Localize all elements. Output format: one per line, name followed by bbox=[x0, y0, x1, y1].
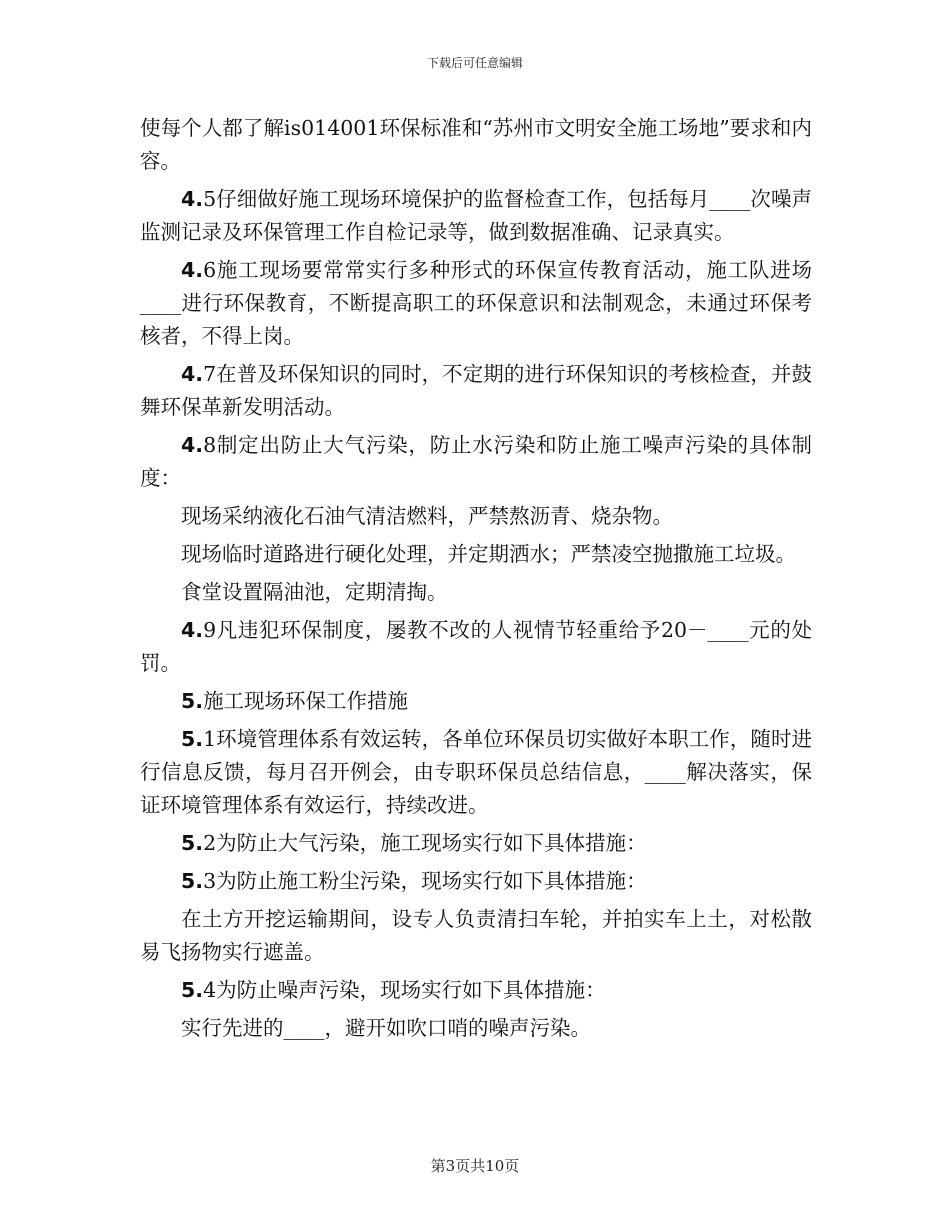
paragraph: 使每个人都了解is014001环保标准和“苏州市文明安全施工场地”要求和内容。 bbox=[140, 116, 812, 173]
section-number: 4. bbox=[181, 618, 204, 642]
section-number: 4. bbox=[181, 362, 204, 386]
paragraph: 4.8制定出防止大气污染，防止水污染和防止施工噪声污染的具体制度： bbox=[140, 433, 812, 490]
paragraph: 现场采纳液化石油气清洁燃料，严禁熬沥青、烧杂物。 bbox=[181, 504, 673, 528]
section-number: 4. bbox=[181, 433, 204, 457]
paragraph: 5.2为防止大气污染，施工现场实行如下具体措施： bbox=[181, 831, 647, 855]
section-number: 5. bbox=[181, 727, 204, 751]
section-number: 5. bbox=[181, 978, 204, 1002]
paragraph: 5.4为防止噪声污染，现场实行如下具体措施： bbox=[181, 978, 606, 1002]
section-number: 5. bbox=[181, 869, 204, 893]
paragraph: 在土方开挖运输期间，设专人负责清扫车轮，并拍实车上土，对松散易飞扬物实行遮盖。 bbox=[140, 907, 812, 964]
paragraph: 5.1环境管理体系有效运转，各单位环保员切实做好本职工作，随时进行信息反馈，每月召开例会，由专职环保员总结信息，____解决落实，保证环境管理体系有效运行，持续改进。 bbox=[140, 727, 812, 817]
paragraph: 4.5仔细做好施工现场环境保护的监督检查工作，包括每月____次噪声监测记录及环保管理工作自检记录等，做到数据准确、记录真实。 bbox=[140, 187, 812, 244]
paragraph: 4.9凡违犯环保制度，屡教不改的人视情节轻重给予20－____元的处罚。 bbox=[140, 618, 812, 675]
section-number: 5. bbox=[181, 689, 204, 713]
paragraph: 现场临时道路进行硬化处理，并定期洒水；严禁凌空抛撒施工垃圾。 bbox=[181, 542, 796, 566]
section-number: 5. bbox=[181, 831, 204, 855]
section-number: 4. bbox=[181, 258, 204, 282]
paragraph: 实行先进的____，避开如吹口哨的噪声污染。 bbox=[181, 1016, 591, 1040]
paragraph: 5.3为防止施工粉尘污染，现场实行如下具体措施： bbox=[181, 869, 647, 893]
paragraph: 食堂设置隔油池，定期清掏。 bbox=[181, 580, 448, 604]
document-body bbox=[140, 112, 812, 1050]
section-heading: 5.施工现场环保工作措施 bbox=[181, 689, 409, 713]
page-footer: 第3页共10页 bbox=[430, 1157, 520, 1175]
paragraph: 4.6施工现场要常常实行多种形式的环保宣传教育活动，施工队进场____进行环保教育，不断提高职工的环保意识和法制观念，未通过环保考核者，不得上岗。 bbox=[140, 258, 812, 348]
page-header: 下载后可任意编辑 bbox=[426, 56, 523, 70]
paragraph: 4.7在普及环保知识的同时，不定期的进行环保知识的考核检查，并鼓舞环保革新发明活动。 bbox=[140, 362, 812, 419]
section-number: 4. bbox=[181, 187, 204, 211]
